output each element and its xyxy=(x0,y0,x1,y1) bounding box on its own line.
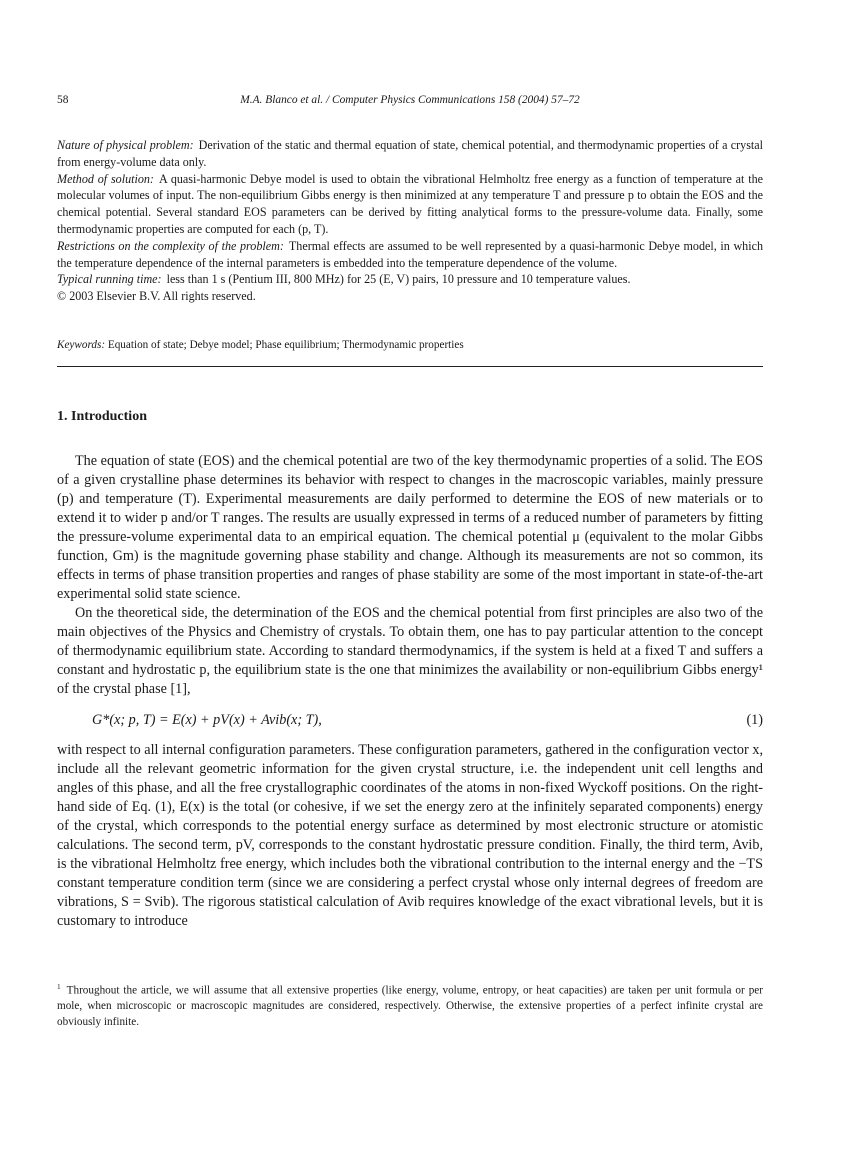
body-text xyxy=(57,452,763,931)
footnote-text: Throughout the article, we will assume that all extensive properties (like energy, volume, entropy, or heat capacities) are taken per unit formula or per mole, when microscopic or macroscopic magnitudes are considered, respectively. Otherwise, the extensive properties of a perfect infinite crystal are obviously infinite. xyxy=(57,984,763,1028)
running-head xyxy=(57,94,763,110)
equation-number: (1) xyxy=(746,712,763,728)
nature-label: Nature of physical problem: xyxy=(57,138,194,152)
keywords-text: Equation of state; Debye model; Phase equilibrium; Thermodynamic properties xyxy=(107,339,464,351)
method-text: A quasi-harmonic Debye model is used to obtain the vibrational Helmholtz free energy as a function of temperature at the molecular volumes of input. The non-equilibrium Gibbs energy is then minimized at any temperature T and pressure p to obtain the EOS and the chemical potential. Several standard EOS parameters can be derived by fitting analytical forms to the pressure-volume data. Finally, some thermodynamic properties are computed for each (p, T). xyxy=(57,171,763,236)
equation-1 xyxy=(57,699,763,741)
copyright: © 2003 Elsevier B.V. All rights reserved. xyxy=(57,289,256,304)
restrictions-label: Restrictions on the complexity of the problem: xyxy=(57,238,284,253)
section-title: 1. Introduction xyxy=(57,409,147,424)
keywords-label: Keywords: xyxy=(57,339,106,351)
restrictions xyxy=(57,238,763,272)
nature-of-problem xyxy=(57,137,763,171)
keywords xyxy=(57,339,763,351)
divider xyxy=(57,366,763,367)
running-time xyxy=(57,271,763,288)
runtime-label: Typical running time: xyxy=(57,272,162,287)
footnote-mark: 1 xyxy=(57,983,61,991)
nature-text: Derivation of the static and thermal equation of state, chemical potential, and thermodynamic properties of a crystal from energy-volume data only. xyxy=(57,138,763,169)
journal-citation: M.A. Blanco et al. / Computer Physics Communications 158 (2004) 57–72 xyxy=(240,94,580,106)
footnote xyxy=(57,980,763,1030)
paragraph: with respect to all internal configuration parameters. These configuration parameters, gathered in the configuration vector x, include all the relevant geometric information for the given crystal structure, i.e. the independent unit cell lengths and angles of this phase, and all the free crystallographic coordinates of the atoms in non-fixed Wyckoff positions. On the right-hand side of Eq. (1), E(x) is the total (or cohesive, if we set the energy zero at the infinitely separated components) energy of the crystal, which corresponds to the potential energy surface as determined by most electronic structure or atomistic calculations. The second term, pV, corresponds to the constant hydrostatic pressure condition. Finally, the third term, Avib, is the vibrational Helmholtz free energy, which includes both the vibrational contribution to the internal energy and the −TS constant temperature condition term (since we are considering a perfect crystal whose only internal degrees of freedom are vibrations, S = Svib). The rigorous statistical calculation of Avib requires knowledge of the exact vibrational levels, but it is customary to introduce xyxy=(57,742,763,929)
runtime-text: less than 1 s (Pentium III, 800 MHz) for 25 (E, V) pairs, 10 pressure and 10 temperature values. xyxy=(166,272,631,287)
equation-expression: G*(x; p, T) = E(x) + pV(x) + Avib(x; T), xyxy=(92,712,322,728)
restrictions-text: Thermal effects are assumed to be well represented by a quasi-harmonic Debye model, in which the temperature dependence of the internal parameters is embedded into the temperature dependence of the volume. xyxy=(57,238,763,270)
page-number: 58 xyxy=(57,94,69,106)
paragraph: On the theoretical side, the determination of the EOS and the chemical potential from first principles are also two of the main objectives of the Physics and Chemistry of crystals. To obtain them, one has to pay particular attention to the concept of thermodynamic equilibrium state. According to standard thermodynamics, if the system is held at a fixed T and suffers a constant and hydrostatic p, the equilibrium state is the one that minimizes the availability or non-equilibrium Gibbs energy¹ of the crystal phase [1], xyxy=(57,605,763,697)
program-summary xyxy=(57,137,763,305)
paragraph: The equation of state (EOS) and the chemical potential are two of the key thermodynamic properties of a solid. The EOS of a given crystalline phase determines its behavior with respect to changes in the macroscopic variables, mainly pressure (p) and temperature (T). Experimental measurements are daily performed to determine the EOS of new materials or to extend it to wider p and/or T ranges. The results are usually expressed in terms of a reduced number of parameters by fitting the pressure-volume experimental data to an empirical equation. The chemical potential μ (equivalent to the molar Gibbs function, Gm) is the magnitude governing phase stability and change. Although its measurements are not so common, its effects in terms of phase transition properties and ranges of phase stability are some of the most important in state-of-the-art experimental solid state science. xyxy=(57,453,763,602)
method-of-solution xyxy=(57,171,763,238)
method-label: Method of solution: xyxy=(57,171,154,186)
